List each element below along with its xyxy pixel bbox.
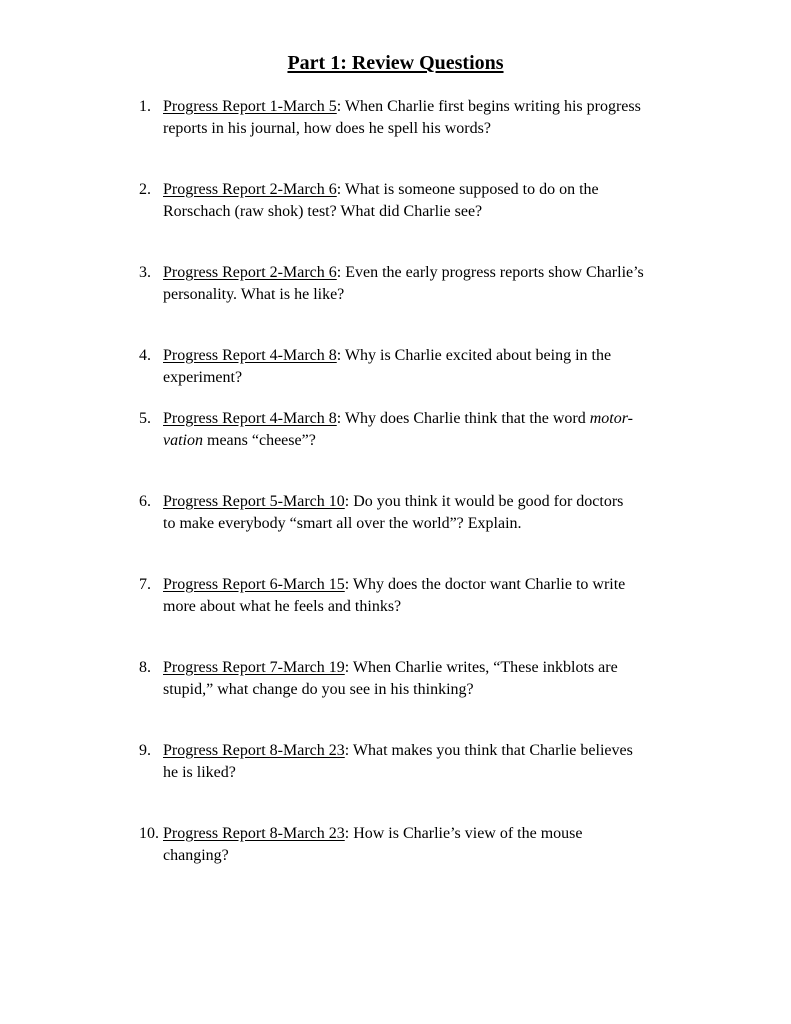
question-body (163, 740, 643, 783)
question-number: 3. (139, 264, 151, 281)
question-body (163, 408, 653, 451)
question-number: 5. (139, 410, 151, 427)
question-reference: Progress Report 2-March 6 (163, 181, 337, 198)
question-text: : Why is Charlie excited about being in the experiment? (163, 347, 612, 386)
question-9 (139, 740, 699, 783)
question-2 (139, 179, 699, 222)
question-number: 9. (139, 742, 151, 759)
question-text: : When Charlie first begins writing his progress reports in his journal, how does he spell his words? (163, 98, 641, 137)
question-body (163, 574, 659, 617)
question-body (163, 179, 666, 222)
page-title: Part 1: Review Questions (287, 52, 504, 74)
question-reference: Progress Report 6-March 15 (163, 576, 345, 593)
question-3 (139, 262, 699, 305)
question-6 (139, 491, 699, 534)
question-8 (139, 657, 699, 700)
question-10 (139, 823, 699, 866)
question-text: : Why does the doctor want Charlie to write more about what he feels and thinks? (163, 576, 626, 615)
question-text: : What is someone supposed to do on the Rorschach (raw shok) test? What did Charlie see? (163, 181, 599, 220)
question-number: 6. (139, 493, 151, 510)
question-7 (139, 574, 699, 617)
question-text: : Do you think it would be good for doctors to make everybody “smart all over the world”? Explain. (163, 493, 624, 532)
question-4 (139, 345, 699, 388)
question-body (163, 262, 647, 305)
question-reference: Progress Report 7-March 19 (163, 659, 345, 676)
question-reference: Progress Report 8-March 23 (163, 742, 345, 759)
question-text-after: means “cheese”? (203, 431, 316, 449)
question-reference: Progress Report 5-March 10 (163, 493, 345, 510)
question-body (163, 823, 649, 866)
question-number: 4. (139, 347, 151, 364)
question-number: 8. (139, 659, 151, 676)
question-text: : How is Charlie’s view of the mouse changing? (163, 825, 583, 864)
question-number: 1. (139, 98, 151, 115)
question-body (163, 657, 663, 700)
question-body (163, 491, 639, 534)
question-5 (139, 408, 699, 451)
question-reference: Progress Report 4-March 8 (163, 347, 337, 364)
question-number: 2. (139, 181, 151, 198)
question-number: 10. (139, 825, 159, 842)
question-1 (139, 96, 699, 139)
question-text: : What makes you think that Charlie believes he is liked? (163, 742, 633, 781)
question-text: : Why does Charlie think that the word (336, 410, 590, 427)
question-reference: Progress Report 2-March 6 (163, 264, 337, 281)
question-reference: Progress Report 8-March 23 (163, 825, 345, 842)
question-reference: Progress Report 1-March 5 (163, 98, 337, 115)
question-reference: Progress Report 4-March 8 (163, 410, 337, 427)
question-italic-term: motor-vation (163, 410, 633, 449)
question-text: : Even the early progress reports show Charlie’s personality. What is he like? (163, 264, 644, 303)
question-body (163, 96, 649, 139)
question-body (163, 345, 683, 388)
question-number: 7. (139, 576, 151, 593)
question-text: : When Charlie writes, “These inkblots are stupid,” what change do you see in his thinking? (163, 659, 618, 698)
